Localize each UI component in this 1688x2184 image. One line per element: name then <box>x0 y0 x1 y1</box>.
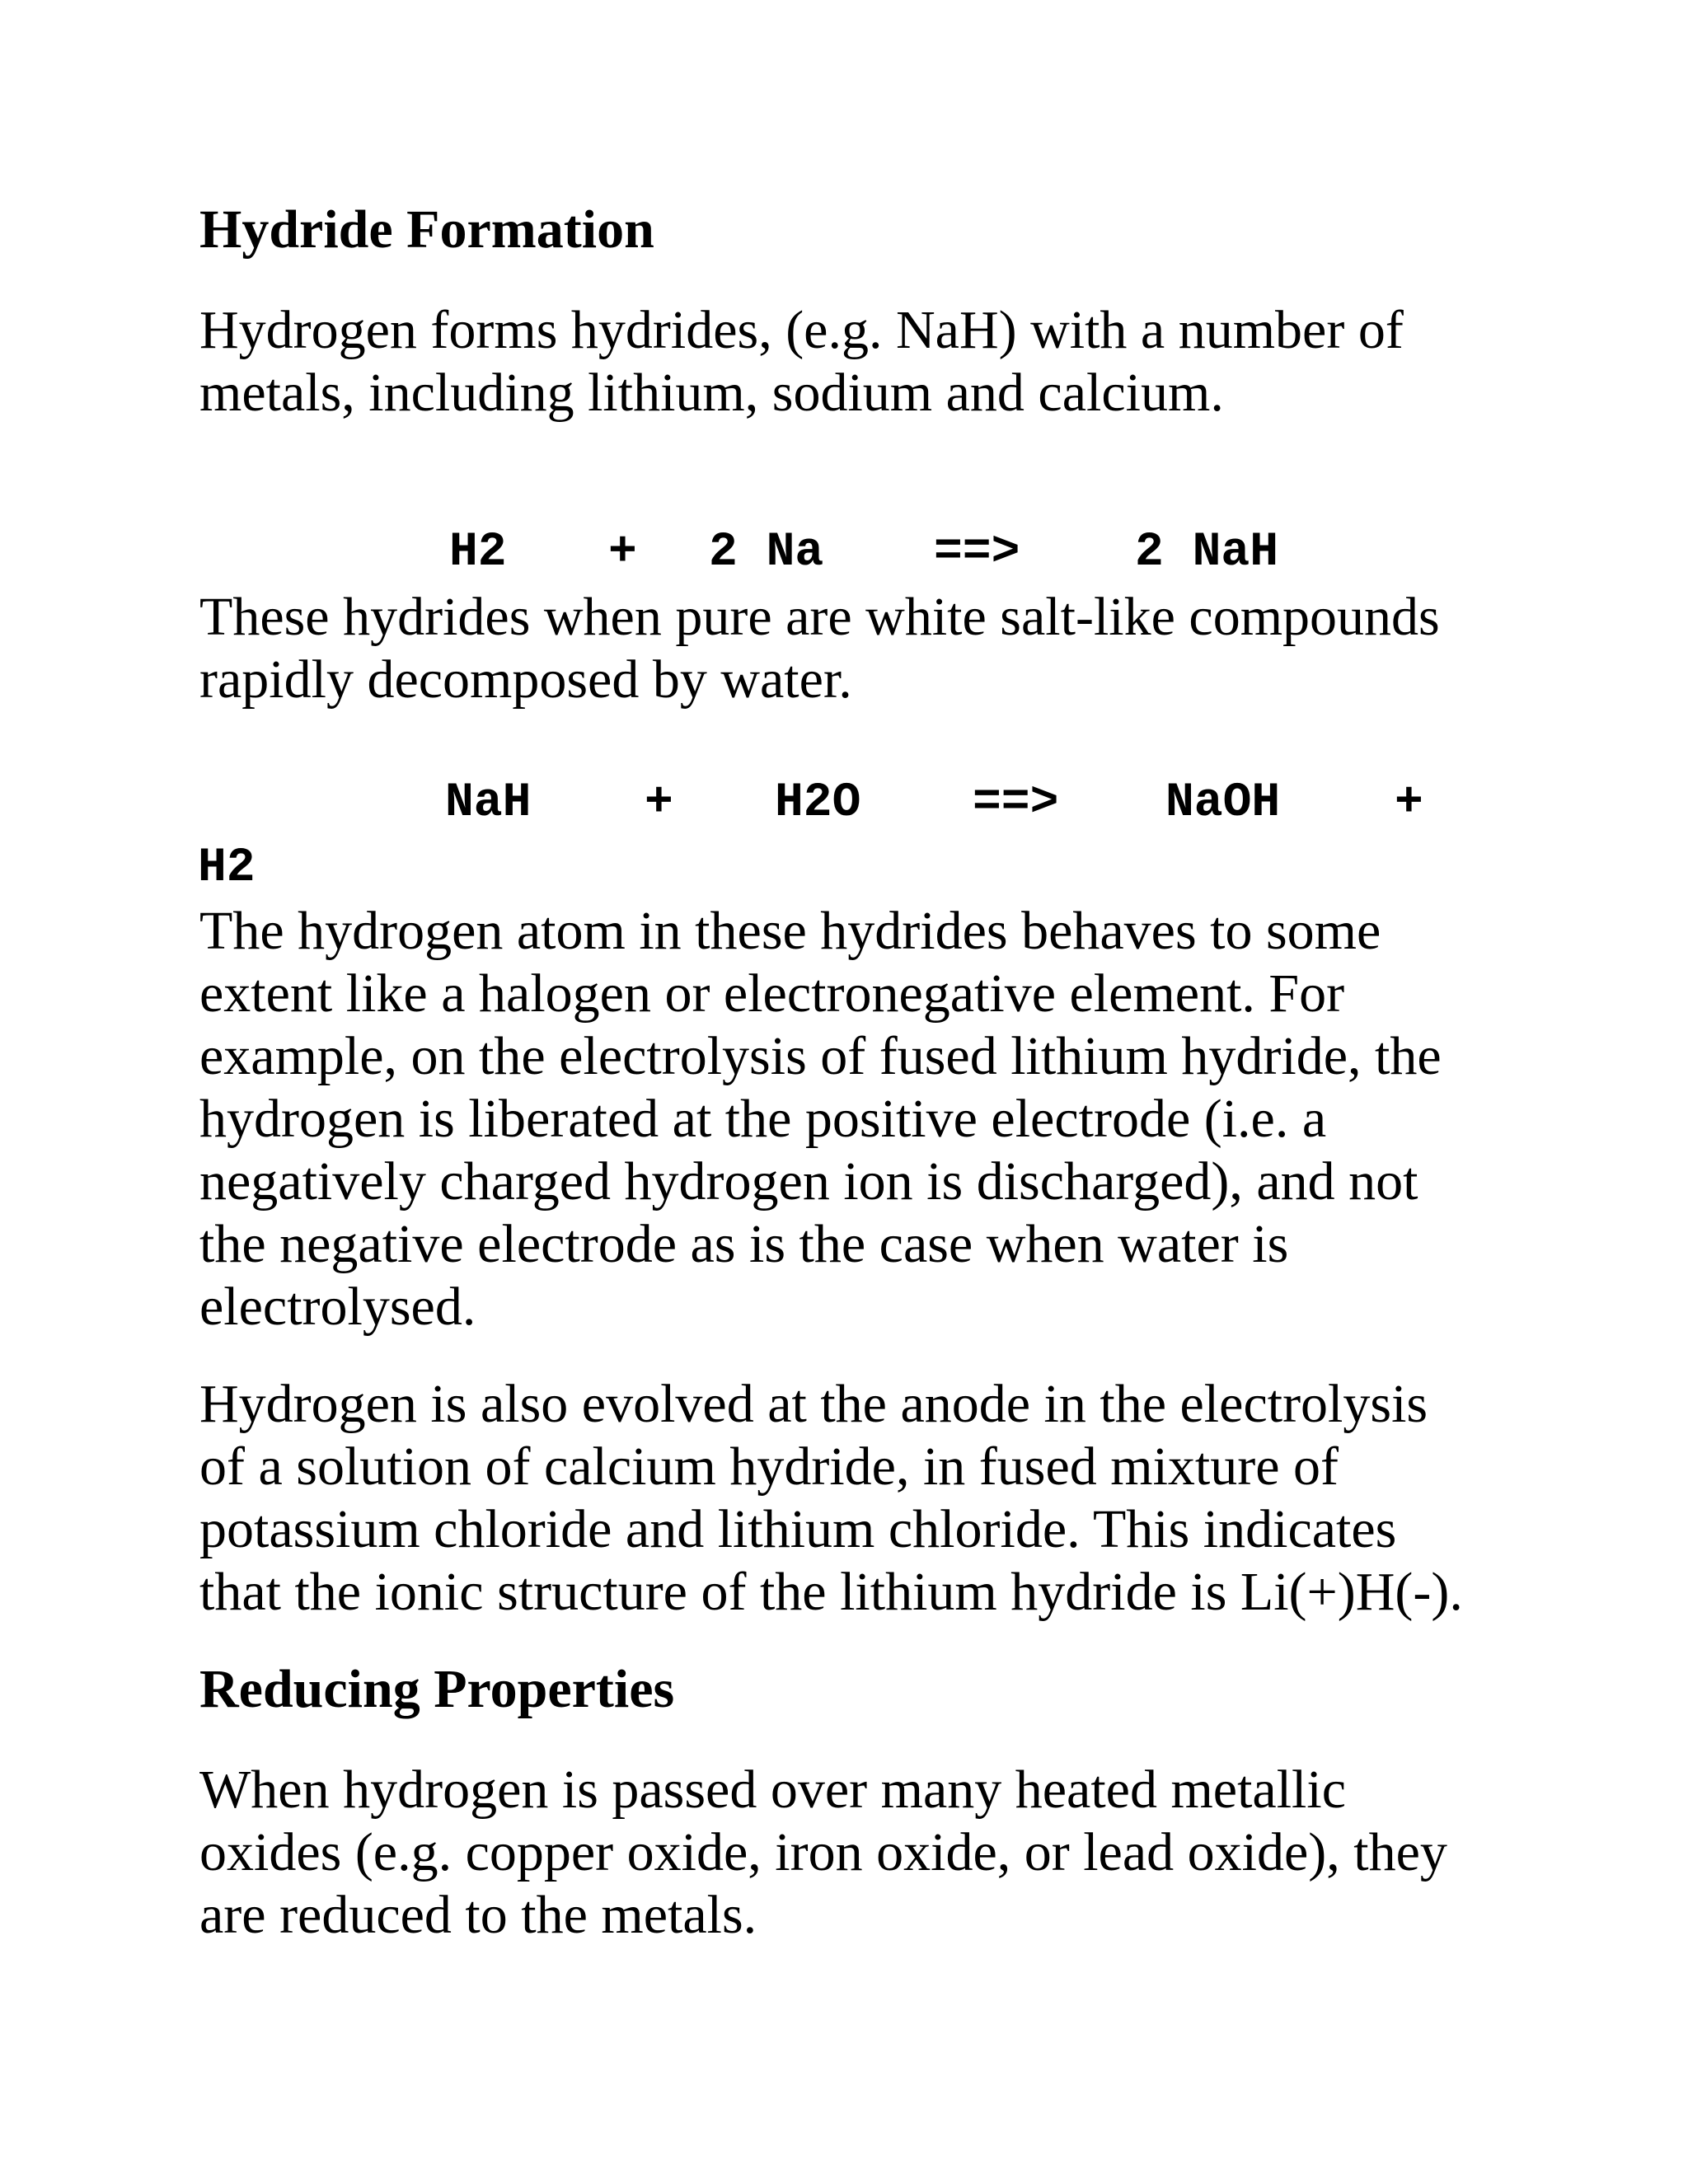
equation-arrow: ==> <box>934 526 1020 579</box>
equation-term: 2 NaH <box>1135 526 1279 579</box>
paragraph-line: electrolysed. <box>199 1277 476 1337</box>
paragraph-line: Hydrogen is also evolved at the anode in the electrolysis <box>199 1374 1428 1434</box>
equation-term: H2O <box>775 776 861 830</box>
section-heading-reducing-properties: Reducing Properties <box>199 1659 675 1719</box>
equation-operator: + <box>1395 776 1423 830</box>
paragraph-intro <box>199 299 1535 424</box>
equation-arrow: ==> <box>973 776 1059 830</box>
paragraph-line: the negative electrode as is the case when water is <box>199 1214 1289 1274</box>
paragraph-line: example, on the electrolysis of fused lithium hydride, the <box>199 1026 1442 1086</box>
paragraph-line: hydrogen is liberated at the positive electrode (i.e. a <box>199 1089 1327 1149</box>
paragraph-line: metals, including lithium, sodium and calcium. <box>199 363 1224 423</box>
equation-term: H2 <box>198 841 256 895</box>
paragraph-halogen-behaviour <box>199 900 1535 1338</box>
equation-term: 2 Na <box>709 526 824 579</box>
section-heading-hydride-formation: Hydride Formation <box>199 199 654 260</box>
paragraph-line: are reduced to the metals. <box>199 1885 757 1945</box>
equation-operator: + <box>645 776 673 830</box>
paragraph-line: negatively charged hydrogen ion is discharged), and not <box>199 1151 1418 1212</box>
paragraph-line: Hydrogen forms hydrides, (e.g. NaH) with a number of <box>199 300 1404 360</box>
equation-term: NaH <box>445 776 532 830</box>
paragraph-line: The hydrogen atom in these hydrides behaves to some <box>199 901 1381 961</box>
paragraph-hydrides-pure <box>199 586 1535 711</box>
paragraph-line: potassium chloride and lithium chloride. This indicates <box>199 1499 1397 1559</box>
paragraph-line: rapidly decomposed by water. <box>199 649 852 710</box>
paragraph-reducing <box>199 1759 1535 1947</box>
paragraph-line: These hydrides when pure are white salt-like compounds <box>199 587 1440 647</box>
paragraph-line: that the ionic structure of the lithium hydride is Li(+)H(-). <box>199 1562 1463 1622</box>
equation-term: H2 <box>449 526 507 579</box>
paragraph-anode <box>199 1373 1535 1624</box>
paragraph-line: extent like a halogen or electronegative element. For <box>199 963 1345 1024</box>
paragraph-line: of a solution of calcium hydride, in fused mixture of <box>199 1436 1339 1497</box>
equation-term: NaOH <box>1165 776 1281 830</box>
equation-operator: + <box>608 526 637 579</box>
paragraph-line: oxides (e.g. copper oxide, iron oxide, or lead oxide), they <box>199 1822 1447 1882</box>
paragraph-line: When hydrogen is passed over many heated metallic <box>199 1760 1347 1820</box>
